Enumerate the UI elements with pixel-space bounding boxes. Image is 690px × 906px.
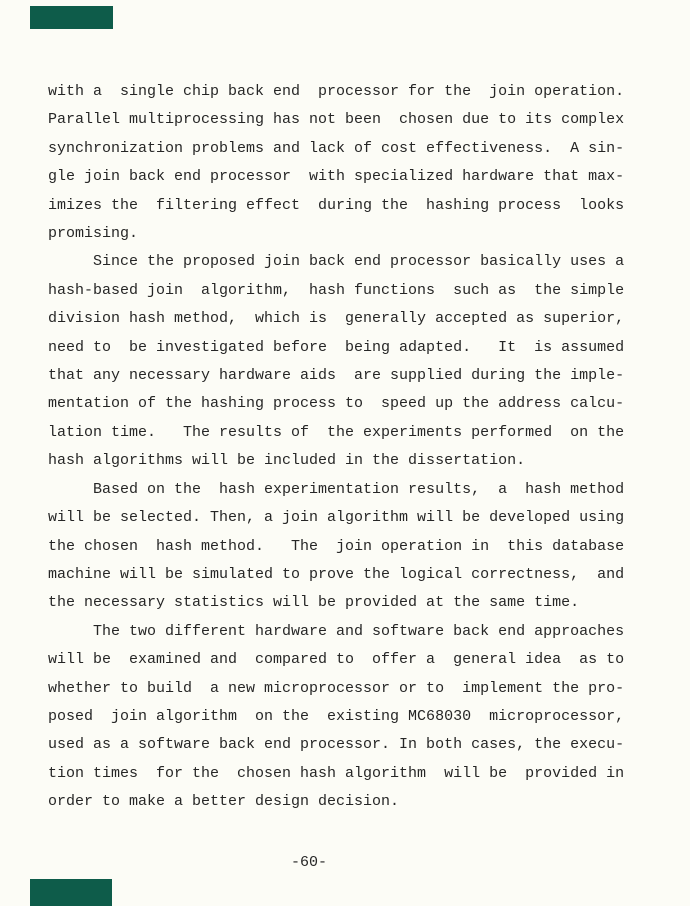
text-line: will be selected. Then, a join algorithm will be developed using [48,509,625,527]
text-line: need to be investigated before being adapted. It is assumed [48,338,625,356]
text-line: lation time. The results of the experiments performed on the [48,423,625,441]
scan-mark-top [30,6,113,29]
text-line: whether to build a new microprocessor or to implement the pro- [48,679,625,697]
body-text [48,78,648,817]
text-line: tion times for the chosen hash algorithm will be provided in [48,764,625,782]
text-line: Based on the hash experimentation results, a hash method [48,480,625,498]
text-line: order to make a better design decision. [48,793,400,811]
text-line: machine will be simulated to prove the logical correctness, and [48,565,625,583]
text-line: the necessary statistics will be provided at the same time. [48,594,580,612]
text-line: Since the proposed join back end processor basically uses a [48,253,625,271]
text-line: synchronization problems and lack of cost effectiveness. A sin- [48,139,625,157]
text-line: imizes the filtering effect during the hashing process looks [48,196,625,214]
text-line: division hash method, which is generally accepted as superior, [48,310,625,328]
page-number: -60- [291,854,328,871]
text-line: will be examined and compared to offer a general idea as to [48,651,625,669]
text-line: hash-based join algorithm, hash functions such as the simple [48,281,625,299]
text-line: used as a software back end processor. In both cases, the execu- [48,736,625,754]
text-line: mentation of the hashing process to speed up the address calcu- [48,395,625,413]
text-line: posed join algorithm on the existing MC68030 microprocessor, [48,707,625,725]
text-line: The two different hardware and software back end approaches [48,622,625,640]
text-line: promising. [48,225,139,243]
text-line: with a single chip back end processor for the join operation. [48,83,625,100]
text-line: gle join back end processor with specialized hardware that max- [48,168,625,186]
text-line: Parallel multiprocessing has not been chosen due to its complex [48,111,625,129]
text-line: that any necessary hardware aids are supplied during the imple- [48,367,625,385]
text-line: hash algorithms will be included in the dissertation. [48,452,526,470]
text-line: the chosen hash method. The join operation in this database [48,537,625,555]
scan-mark-bottom [30,879,112,906]
